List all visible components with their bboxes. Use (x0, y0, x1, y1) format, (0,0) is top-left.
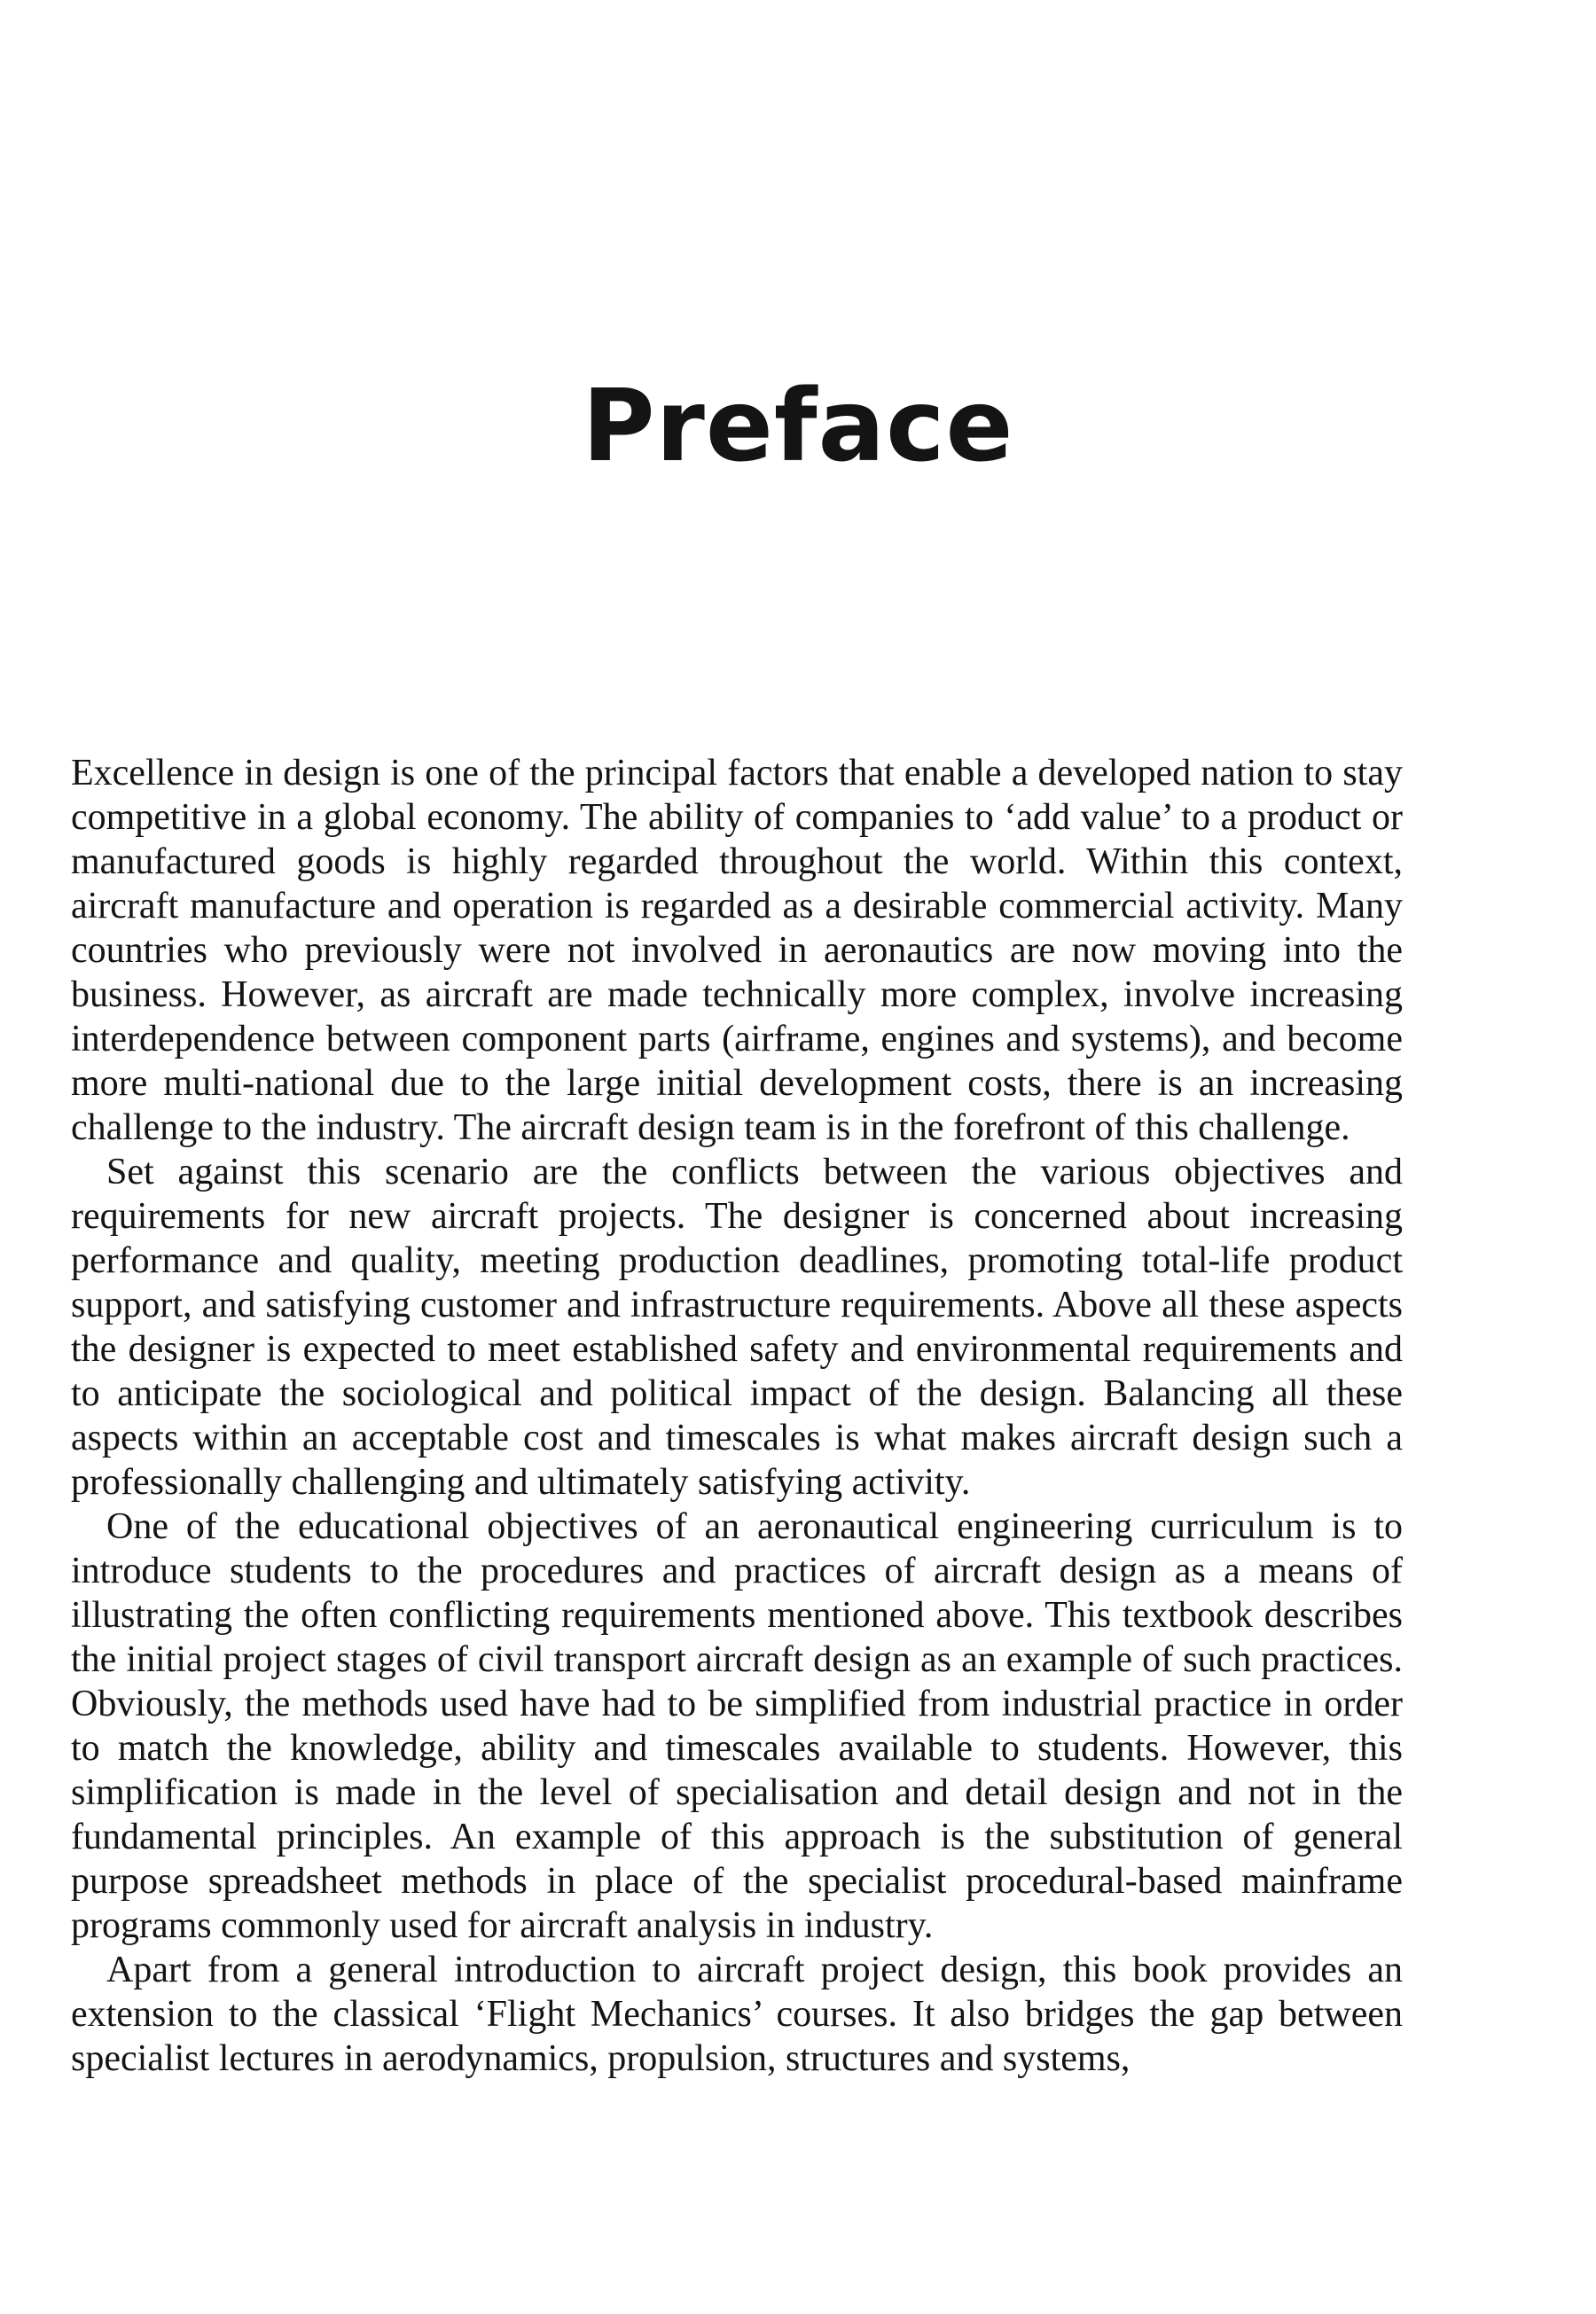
paragraph-3: One of the educational objectives of an aeronautical engineering curriculum is to introduce students to the procedures and practices of aircraft design as a means of illustrating the often conflicting requirements mentioned above. This textbook describes the initial project stages of civil transport aircraft design as an example of such practices. Obviously, the methods used have had to be simplified from industrial practice in order to match the knowledge, ability and timescales available to students. However, this simplification is made in the level of specialisation and detail design and not in the fundamental principles. An example of this approach is the substitution of general purpose spreadsheet methods in place of the specialist procedural-based mainframe programs commonly used for aircraft analysis in industry. (71, 1506, 1403, 1946)
preface-body (71, 751, 1403, 2081)
paragraph-2: Set against this scenario are the conflicts between the various objectives and requirements for new aircraft projects. The designer is concerned about increasing performance and quality, meeting production deadlines, promoting total-life product support, and satisfying customer and infrastructure requirements. Above all these aspects the designer is expected to meet established safety and environmental requirements and to anticipate the sociological and political impact of the design. Balancing all these aspects within an acceptable cost and timescales is what makes aircraft design such a professionally challenging and ultimately satisfying activity. (71, 1152, 1403, 1503)
paragraph-4: Apart from a general introduction to aircraft project design, this book provides an extension to the classical ‘Flight Mechanics’ courses. It also bridges the gap between specialist lectures in aerodynamics, propulsion, structures and systems, (71, 1950, 1403, 2079)
page-title: Preface (582, 369, 1014, 484)
paragraph-1: Excellence in design is one of the principal factors that enable a developed nation to stay competitive in a global economy. The ability of companies to ‘add value’ to a product or manufactured goods is highly regarded throughout the world. Within this context, aircraft manufacture and operation is regarded as a desirable commercial activity. Many countries who previously were not involved in aeronautics are now moving into the business. However, as aircraft are made technically more complex, involve increasing interdependence between component parts (airframe, engines and systems), and become more multi-national due to the large initial development costs, there is an increasing challenge to the industry. The aircraft design team is in the forefront of this challenge. (71, 753, 1403, 1148)
